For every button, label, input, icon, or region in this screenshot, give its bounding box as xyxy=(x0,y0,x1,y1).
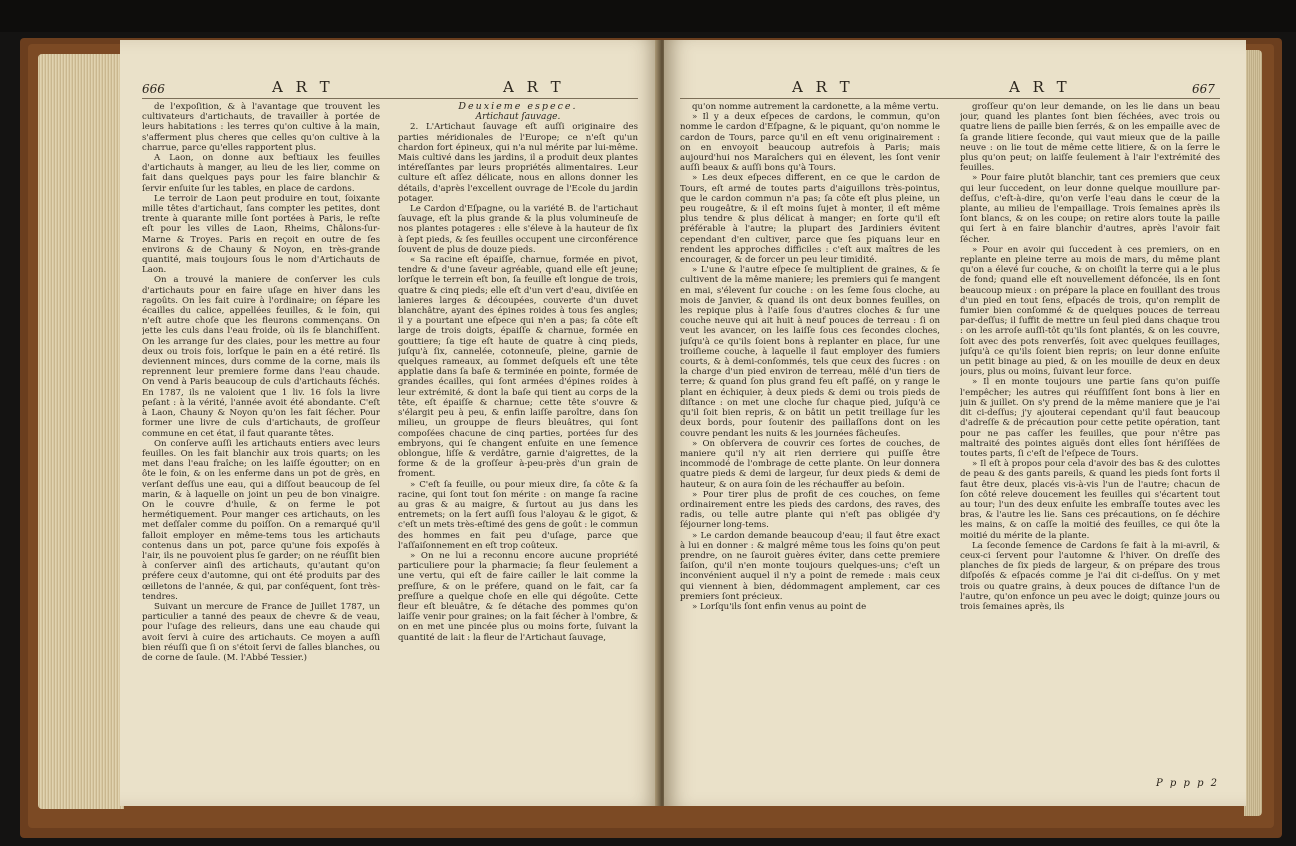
right-page xyxy=(664,40,1246,806)
paragraph: La ſeconde ſemence de Cardons ſe fait à la mi-avril, & ceux-ci ſervent pour l'automne & l'hiver. On dreſſe des planches de ſix pieds de largeur, & on prépare des trous diſpoſés & eſpacés comme je l'ai dit ci-deſſus. On y met trois ou quatre grains, à deux pouces de diſtance l'un de l'autre, qu'on enfonce un peu avec le doigt; quinze jours ou trois ſemaines après, ils xyxy=(960,540,1220,612)
paragraph: On conſerve auſſi les artichauts entiers avec leurs feuilles. On les fait blanchir aux trois quarts; on les met dans l'eau fraîche; on les laiſſe égoutter; on en ôte le foin, & on les enferme dans un pot de grès, en verſant deſſus une eau, qui a diſſout beaucoup de ſel marin, & à laquelle on joint un peu de bon vinaigre. On le couvre d'huile, & on ferme le pot hermétiquement. Pour manger ces artichauts, on les met deſſaler comme du poiſſon. On a remarqué qu'il falloit employer en même-tems tous les artichauts contenus dans un pot, parce qu'une fois expoſés à l'air, ils ne pouvoient plus ſe garder; on ne réuſſit bien à conſerver ainſi des artichauts, qu'autant qu'on préfere ceux d'automne, qui ont été produits par des œilletons de l'année, & qui, par conſéquent, ſont très-tendres. xyxy=(142,438,380,602)
paragraph: » Pour faire plutôt blanchir, tant ces premiers que ceux qui leur ſuccedent, on leur donne quelque mouillure par-deſſus, c'eſt-à-dire, qu'on verſe l'eau dans le cœur de la plante, au milieu de l'empaillage. Trois ſemaines après ils ſont blancs, & on les coupe; on retire alors toute la paille qui ſert à en faire blanchir d'autres, après l'avoir fait ſécher. xyxy=(960,173,1220,245)
paragraph: » Il y a deux eſpeces de cardons, le commun, qu'on nomme le cardon d'Eſpagne, & le piquant, qu'on nomme le cardon de Tours, parce qu'il en eſt venu originairement : on en envoyoit beaucoup autrefois à Paris; mais aujourd'hui nos Maraîchers qui en élevent, les ſont venir auſſi beaux & auſſi bons qu'à Tours. xyxy=(680,112,940,174)
signature-mark: P p p p 2 xyxy=(1156,778,1220,789)
paragraph: » Pour en avoir qui ſuccedent à ces premiers, on en replante en pleine terre au mois de mars, du même plant qu'on a élevé ſur couche, & on choiſit la terre qui a le plus de fond; quand elle eſt nouvellement défoncée, ils en ſont beaucoup mieux : on prépare la place en fouillant des trous d'un pied en tout ſens, eſpacés de trois, qu'on remplit de fumier bien conſommé & de quelques pouces de terreau par-deſſus; il ſuffit de mettre un ſeul pied dans chaque trou : on les arroſe auſſi-tôt qu'ils ſont plantés, & on les couvre, ſoit avec des pots renverſés, ſoit avec quelques feuillages, juſqu'à ce qu'ils ſoient bien repris; on leur donne enſuite un petit binage au pied, & on les mouille de deux en deux jours, plus ou moins, ſuivant leur force. xyxy=(960,244,1220,378)
paragraph: » Il eſt à propos pour cela d'avoir des bas & des culottes de peau & des gants pareils, & quand les pieds ſont forts il faut être deux, placés vis-à-vis l'un de l'autre; chacun de ſon côté releve doucement les feuilles qui s'écartent tout au tour; l'un des deux enſuite les embraſſe toutes avec les bras, & l'autre les lie. Sans ces précautions, on ſe déchire les mains, & on caſſe la moitié des feuilles, ce qui ôte la moitié du mérite de la plante. xyxy=(960,459,1220,541)
right-running-head-right: A R T xyxy=(1009,78,1071,96)
paragraph: » Pour tirer plus de profit de ces couches, on ſeme ordinairement entre les pieds des cardons, des raves, des radis, ou telle autre plante qui n'eſt pas obligée d'y ſéjourner long-tems. xyxy=(680,489,940,531)
paragraph: « Sa racine eſt épaiſſe, charnue, formée en pivot, tendre & d'une ſaveur agréable, quand elle eſt jeune; lorſque le terrein eſt bon, ſa feuille eſt longue de trois, quatre & cinq pieds; elle eſt d'un vert d'eau, diviſée en lanieres larges & découpées, couverte d'un duvet blanchâtre, ayant des épines roides à tous ſes angles; il y a pourtant une eſpece qui n'en a pas; ſa côte eſt large de trois doigts, épaiſſe & charnue, formée en gouttiere; ſa tige eſt haute de quatre à cinq pieds, juſqu'à ſix, cannelée, cotonneuſe, pleine, garnie de quelques rameaux, au ſommet deſquels eſt une tête applatie dans ſa baſe & terminée en pointe, formée de grandes écailles, qui ſont armées d'épines roides à leur extrémité, & dont la baſe qui tient au corps de la tête, eſt épaiſſe & charnue; cette tête s'ouvre & s'élargit peu à peu, & enfin laiſſe paroître, dans ſon milieu, un grouppe de fleurs bleuâtres, qui ſont compoſées chacune de cinq parties, portées ſur des embryons, qui ſe changent enſuite en une ſemence oblongue, liſſe & verdâtre, garnie d'aigrettes, de la forme & de la groſſeur à-peu-près d'un grain de froment. xyxy=(398,255,638,480)
right-page-number: 667 xyxy=(1192,82,1215,96)
right-page-column-2 xyxy=(960,102,1220,774)
paragraph: » Il en monte toujours une partie ſans qu'on puiſſe l'empêcher; les autres qui réuſſiſſent ſont bons à lier en juin & juillet. On s'y prend de la même maniere que je l'ai dit ci-deſſus; j'y ajouterai cependant qu'il faut beaucoup d'adreſſe & de précaution pour cette petite opération, tant pour ne pas caſſer les feuilles, que pour n'être pas maltraité des pointes aiguës dont elles ſont hériſſées de toutes parts, ſi c'eſt de l'eſpece de Tours. xyxy=(960,377,1220,459)
paragraph: 2. L'Artichaut ſauvage eſt auſſi originaire des parties méridionales de l'Europe; ce n'eſt qu'un chardon fort épineux, qui n'a nul mérite par lui-même. Mais cultivé dans les jardins, il a produit deux plantes intéreſſantes par leurs propriétés alimentaires. Leur culture eſt aſſez délicate, nous en allons donner les détails, d'après l'excellent ouvrage de l'Ecole du jardin potager. xyxy=(398,122,638,204)
left-page-column-2 xyxy=(398,102,638,792)
paragraph: qu'on nomme autrement la cardonette, a la même vertu. xyxy=(692,102,939,112)
page-stack-right xyxy=(1244,50,1262,816)
left-running-head-left: A R T xyxy=(272,78,334,96)
section-subtitle: Artichaut ſauvage. xyxy=(475,112,561,123)
paragraph: » C'eſt ſa feuille, ou pour mieux dire, ſa côte & ſa racine, qui ſont tout ſon mérite : on mange ſa racine au gras & au maigre, & ſurtout au jus dans les entremets; on la ſert auſſi ſous l'aloyau & le gigot, & c'eſt un mets très-eſtimé des gens de goût : le commun des hommes en fait peu d'uſage, parce que l'aſſaiſonnement en eſt trop coûteux. xyxy=(398,479,638,551)
paragraph: A Laon, on donne aux beſtiaux les feuilles d'artichauts à manger, au lieu de les lier, comme on fait dans quelques pays pour les faire blanchir & ſervir enſuite ſur les tables, en place de cardons. xyxy=(142,153,380,194)
header-rule-right xyxy=(680,98,1220,99)
paragraph: de l'expoſition, & à l'avantage que trouvent les cultivateurs d'artichauts, de travailler à portée de leurs habitations : les terres qu'on cultive à la main, s'afferment plus cheres que celles qu'on cultive à la charrue, parce qu'elles rapportent plus. xyxy=(142,102,380,153)
paragraph: groſſeur qu'on leur demande, on les lie dans un beau jour, quand les plantes ſont bien ſéchées, avec trois ou quatre liens de paille bien ſerrés, & on les empaille avec de ſa grande litiere ſeconde, qui vaut mieux que de la paille neuve : on lie tout de même cette litiere, & on la ſerre le plus qu'on peut; on laiſſe ſeulement à l'air l'extrémité des feuilles. xyxy=(960,102,1220,174)
left-page-number: 666 xyxy=(142,82,165,96)
left-running-head-right: A R T xyxy=(503,78,565,96)
paragraph: » On ne lui a reconnu encore aucune propriété particuliere pour la pharmacie; ſa fleur ſeulement a une vertu, qui eſt de faire cailler le lait comme la preſſure, & on le préfere, quand on le fait, car ſa preſſure a quelque choſe en elle qui dégoûte. Cette fleur eſt bleuâtre, & ſe détache des pommes qu'on laiſſe venir pour graines; on la fait ſécher à l'ombre, & on en met une pincée plus ou moins forte, ſuivant la quantité de lait : la fleur de l'Artichaut ſauvage, xyxy=(398,550,638,643)
paragraph: Le terroir de Laon peut produire en tout, ſoixante mille têtes d'artichaut, ſans compter les petites, dont trente à quarante mille ſont portées à Paris, le reſte eſt pour les villes de Laon, Rheims, Châlons-ſur-Marne & Troyes. Paris en reçoit en outre de ſes environs & de Chauny & Noyon, en très-grande quantité, mais toujours ſous le nom d'Artichauts de Laon. xyxy=(142,193,380,276)
right-page-column-1 xyxy=(680,102,940,792)
paragraph: Le Cardon d'Eſpagne, ou la variété B. de l'artichaut ſauvage, eſt la plus grande & la plus volumineuſe de nos plantes potageres : elle s'éleve à la hauteur de ſix à ſept pieds, & ſes feuilles occupent une circonférence ſouvent de plus de douze pieds. xyxy=(398,204,638,255)
paragraph: Suivant un mercure de France de Juillet 1787, un particulier a tanné des peaux de chevre & de veau, pour l'uſage des relieurs, dans une eau chaude qui avoit ſervi à cuire des artichauts. Ce moyen a auſſi bien réuſſi que ſi on s'étoit ſervi de ſalles blanches, ou de corne de ſaule. (M. l'Abbé Tessier.) xyxy=(142,601,380,663)
right-running-head-left: A R T xyxy=(792,78,854,96)
paragraph: » Les deux eſpeces different, en ce que le cardon de Tours, eſt armé de toutes parts d'aiguillons très-pointus, que le cardon commun n'a pas; ſa côte eſt plus pleine, un peu rougeâtre, & il eſt moins ſujet à monter, il eſt même plus tendre & plus délicat à manger; en ſorte qu'il eſt préférable à l'autre; la plupart des Jardiniers évitent cependant d'en cultiver, parce que ſes piquans leur en rendent les approches difficiles : c'eſt aux maîtres de les encourager, & de forcer un peu leur timidité. xyxy=(680,173,940,266)
header-rule-left xyxy=(142,98,638,99)
paragraph: » L'une & l'autre eſpece ſe multiplient de graines, & ſe cultivent de la même maniere; les premiers qui ſe mangent en mai, s'élevent ſur couche : on les ſeme ſous cloche, au mois de Janvier, & quand ils ont deux bonnes feuilles, on les repique plus à l'aiſe ſous d'autres cloches & ſur une couche neuve qui ait huit à neuf pouces de terreau : ſi on veut les avancer, on les laiſſe ſous ces ſecondes cloches, juſqu'à ce qu'ils ſoient bons à replanter en place, ſur une troiſieme couche, à laquelle il faut employer des fumiers courts, & à demi-conſommés, tels que ceux des ſucres : on la charge d'un pied environ de terreau, mêlé d'un tiers de terre; & quand ſon plus grand feu eſt paſſé, on y range le plant en échiquier, à deux pieds & demi ou trois pieds de diſtance : on met une cloche ſur chaque pied, juſqu'à ce qu'il ſoit bien repris, & on bâtit un petit treillage ſur les deux bords, pour ſoutenir des paillaſſons dont on les couvre pendant les nuits & les journées fâcheuſes. xyxy=(680,265,940,439)
paragraph: » On obſervera de couvrir ces ſortes de couches, de maniere qu'il n'y ait rien derriere qui puiſſe être incommodé de l'ombrage de cette plante. On leur donnera quatre pieds & demi de largeur, ſur deux pieds & demi de hauteur, & on aura ſoin de les réchauffer au beſoin. xyxy=(680,438,940,490)
paragraph: » Le cardon demande beaucoup d'eau; il faut être exact à lui en donner : & malgré même tous les ſoins qu'on peut prendre, on ne ſauroit guères éviter, dans cette premiere ſaiſon, qu'il n'en monte toujours quelques-uns; c'eſt un inconvénient auquel il n'y a point de remede : mais ceux qui viennent à bien, dédommagent amplement, car ces premiers ſont précieux. xyxy=(680,530,940,602)
left-page xyxy=(120,40,660,806)
paragraph: » Lorſqu'ils ſont enfin venus au point de xyxy=(692,601,867,612)
section-title: Deuxieme espece. xyxy=(458,102,578,112)
left-page-column-1 xyxy=(142,102,380,792)
paragraph: On a trouvé la maniere de conſerver les culs d'artichauts pour en faire uſage en hiver dans les ragoûts. On les fait cuire à l'ordinaire; on ſépare les écailles du calice, appellées feuilles, & le foin, qui n'eſt autre choſe que les fleurons commençans. On jette les culs dans l'eau froide, où ils ſe blanchiſſent. On les arrange ſur des claies, pour les mettre au four deux ou trois fois, lorſque le pain en a été retiré. Ils deviennent minces, durs comme de la corne, mais ils reprennent leur premiere forme dans l'eau chaude. On vend à Paris beaucoup de culs d'artichauts ſéchés. En 1787, ils ne valoient que 1 liv. 16 ſols la livre peſant : à la vérité, l'année avoit été abondante. C'eſt à Laon, Chauny & Noyon qu'on les fait ſécher. Pour former une livre de culs d'artichauts, de groſſeur commune en cet état, il faut quarante têtes. xyxy=(142,275,380,439)
page-stack-left xyxy=(38,54,124,809)
scan-background xyxy=(0,0,1296,32)
